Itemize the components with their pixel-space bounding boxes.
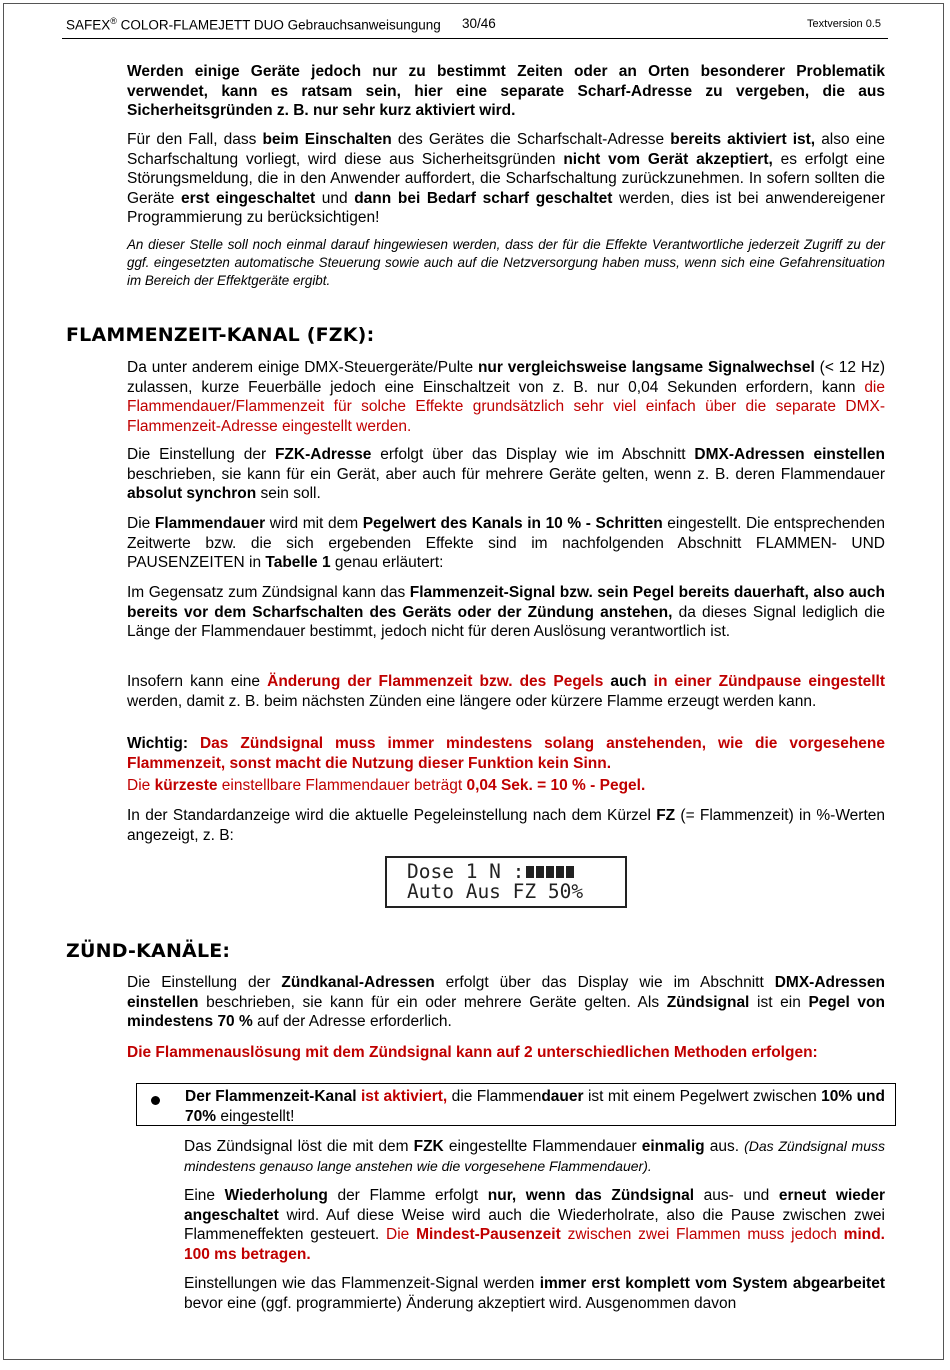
method-1-paragraph-2: Eine Wiederholung der Flamme erfolgt nur, wenn das Zündsignal aus- und erneut wieder angeschaltet wird. Auf diese Weise wird auch die Wiederholrate, also die Pause zwischen zwei Flammeneffekten gesteuert. Die Mindest-Pausenzeit zwischen zwei Flammen muss jedoch mind. 100 ms betragen. (184, 1187, 885, 1263)
fzk-paragraph-5: Insofern kann eine Änderung der Flammenzeit bzw. des Pegels auch in einer Zündpause eingestellt werden, damit z. B. beim nächsten Zünden eine längere oder kürzere Flamme erzeugt werden kann. (127, 673, 886, 710)
fzk-paragraph-3: Die Flammendauer wird mit dem Pegelwert des Kanals in 10 % - Schritten eingestellt. Die entsprechenden Zeitwerte bzw. die sich ergebenden Effekte sind im nachfolgenden Abschnitt FLAMMEN- UND PAUSENZEITEN in Tabelle 1 genau erläutert: (127, 515, 885, 572)
method-1-paragraph-1: Das Zündsignal löst die mit dem FZK eingestellte Flammendauer einmalig aus. (Das Zündsignal muss mindestens genauso lange anstehen wie die vorgesehene Flammendauer). (184, 1138, 885, 1174)
fzk-paragraph-8: In der Standardanzeige wird die aktuelle Pegeleinstellung nach dem Kürzel FZ (= Flammenzeit) in %-Werten angezeigt, z. B: (127, 807, 885, 844)
intro-paragraph-2: Für den Fall, dass beim Einschalten des Gerätes die Scharfschalt-Adresse bereits aktiviert ist, also eine Scharfschaltung vorliegt, wird diese aus Sicherheitsgründen nicht vom Gerät akzeptiert, es erfolgt eine Störungsmeldung, die in den Anwender auffordert, die Scharfschaltung zurückzunehmen. In sofern sollten die Geräte erst eingeschaltet und dann bei Bedarf scharf geschaltet werden, dies ist bei anwendereigener Programmierung zu berücksichtigen! (127, 131, 886, 227)
zuend-methods-intro: Die Flammenauslösung mit dem Zündsignal kann auf 2 unterschiedlichen Methoden erfolgen: (127, 1044, 818, 1061)
section-heading-fzk: FLAMMENZEIT-KANAL (FZK): (66, 324, 375, 346)
header-rule (62, 38, 888, 39)
fzk-warning: Wichtig: Das Zündsignal muss immer mindestens solang anstehenden, wie die vorgesehene Flammenzeit, sonst macht die Nutzung dieser Funktion kein Sinn. (127, 735, 885, 772)
lcd-level-bar (526, 866, 576, 878)
text-version: Textversion 0.5 (807, 18, 881, 30)
lcd-line-1: Dose 1 N : (407, 862, 625, 882)
zuend-paragraph-1: Die Einstellung der Zündkanal-Adressen erfolgt über das Display wie im Abschnitt DMX-Adressen einstellen beschrieben, sie kann für ein oder mehrere Geräte gelten. Als Zündsignal ist ein Pegel von mindestens 70 % auf der Adresse erforderlich. (127, 974, 885, 1031)
method-1-text: Der Flammenzeit-Kanal ist aktiviert, die Flammendauer ist mit einem Pegelwert zwischen 10% und 70% eingestellt! (185, 1088, 885, 1125)
page-number: 30/46 (462, 16, 496, 31)
fzk-paragraph-4: Im Gegensatz zum Zündsignal kann das Flammenzeit-Signal bzw. sein Pegel bereits dauerhaft, also auch bereits vor dem Scharfschalten des Geräts oder der Zündung anstehen, da dieses Signal lediglich die Länge der Flammendauer bestimmt, jedoch nicht für deren Auslösung verantwortlich ist. (127, 584, 885, 641)
method-1-paragraph-3: Einstellungen wie das Flammenzeit-Signal werden immer erst komplett vom System abgearbeitet bevor eine (ggf. programmierte) Änderung akzeptiert wird. Ausgenommen davon (184, 1275, 886, 1312)
section-heading-zuend: ZÜND-KANÄLE: (66, 940, 231, 962)
page-header (66, 16, 881, 38)
lcd-line-2: Auto Aus FZ 50% (407, 880, 584, 903)
fzk-paragraph-1: Da unter anderem einige DMX-Steuergeräte/Pulte nur vergleichsweise langsame Signalwechsel (< 12 Hz) zulassen, kurze Feuerbälle jedoch eine Einschaltzeit von z. B. nur 0,04 Sekunden erfordern, kann die Flammendauer/Flammenzeit für solche Effekte grundsätzlich sehr viel einfach über die separate DMX-Flammenzeit-Adresse eingestellt werden. (127, 359, 885, 435)
method-1-box (136, 1083, 896, 1126)
intro-paragraph-1: Werden einige Geräte jedoch nur zu bestimmt Zeiten oder an Orten besonderer Problematik verwendet, kann es ratsam sein, hier eine separate Scharf-Adresse zu vergeben, die aus Sicherheitsgründen z. B. nur sehr kurz aktiviert wird. (127, 63, 885, 120)
intro-note: An dieser Stelle soll noch einmal darauf hingewiesen werden, dass der für die Effekte Verantwortliche jederzeit Zugriff zu der ggf. eingesetzten automatische Steuerung sowie auch auf die Netzversorgung haben muss, wenn sich eine Gefahrensituation im Bereich der Effektgeräte ergibt. (127, 237, 885, 288)
fzk-min-duration: Die kürzeste einstellbare Flammendauer beträgt 0,04 Sek. = 10 % - Pegel. (127, 777, 646, 794)
bullet-icon (151, 1096, 160, 1105)
lcd-display (385, 856, 627, 908)
fzk-paragraph-2: Die Einstellung der FZK-Adresse erfolgt über das Display wie im Abschnitt DMX-Adressen einstellen beschrieben, sie kann für ein Gerät, aber auch für mehrere Geräte gelten, wenn z. B. deren Flammendauer absolut synchron sein soll. (127, 446, 885, 503)
document-title: SAFEX® COLOR-FLAMEJETT DUO Gebrauchsanweisungung (66, 16, 441, 33)
